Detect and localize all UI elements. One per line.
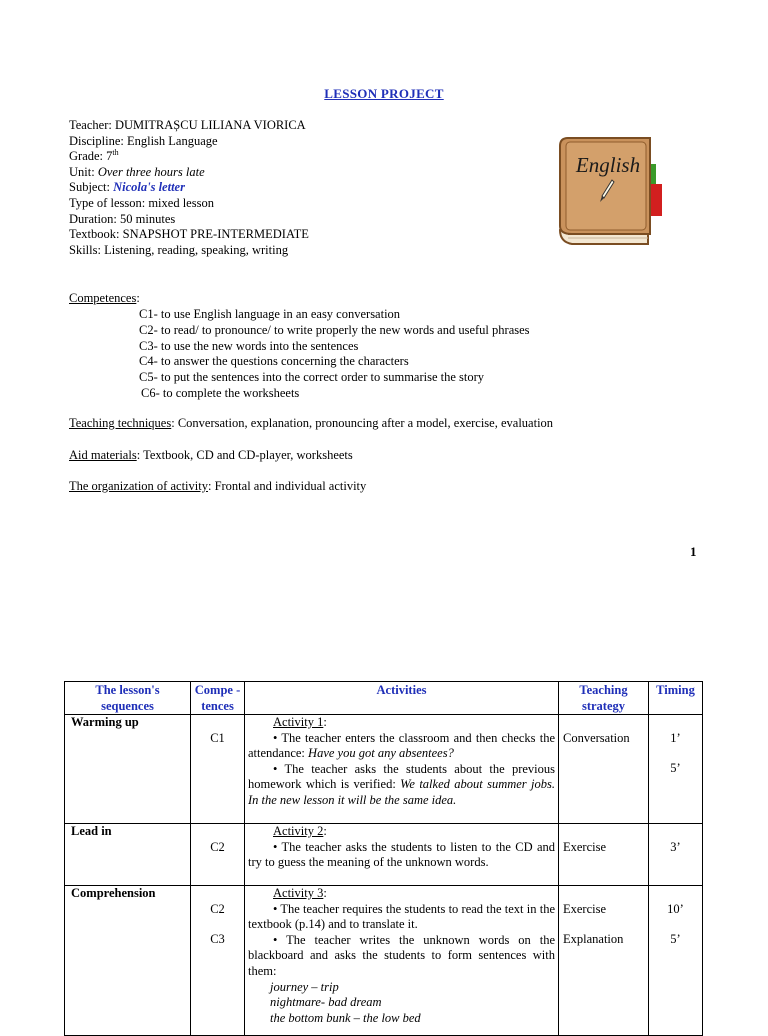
book-label: English (575, 153, 641, 177)
competence-code: C3 (210, 932, 225, 946)
aids-line (69, 448, 353, 463)
sequence-cell: Lead in (65, 824, 191, 886)
type-line: Type of lesson: mixed lesson (69, 195, 214, 210)
techniques-line (69, 416, 553, 431)
unit-value: Over three hours late (97, 164, 205, 179)
timing-cell (649, 715, 703, 824)
aids-heading: Aid materials (69, 448, 137, 462)
timing-value: 5’ (670, 932, 681, 946)
vocabulary-item: journey – trip (270, 979, 339, 994)
strategy-cell (559, 715, 649, 824)
timing-value: 3’ (670, 840, 681, 854)
timing-value: 10’ (667, 902, 684, 916)
activity-bullet: • The teacher asks the students to listen to the CD and try to guess the meaning of the unknown words. (248, 839, 555, 870)
organization-line (69, 479, 366, 494)
strategy-text: Exercise (563, 840, 607, 854)
activity-bullet: • The teacher enters the classroom and then checks the attendance: (248, 730, 555, 761)
strategy-text: Exercise (563, 902, 607, 916)
sequence-cell: Warming up (65, 715, 191, 824)
table-row (65, 715, 703, 824)
strategy-cell (559, 886, 649, 1036)
techniques-text: : Conversation, explanation, pronouncing after a model, exercise, evaluation (171, 416, 554, 430)
unit-label: Unit: (69, 164, 98, 179)
competence-item: C5- to put the sentences into the correct order to summarise the story (139, 370, 485, 385)
skills-line: Skills: Listening, reading, speaking, writing (69, 242, 289, 257)
timing-cell (649, 824, 703, 886)
grade-sup: th (112, 148, 119, 158)
competence-item: C4- to answer the questions concerning the characters (139, 354, 409, 369)
timing-value: 1’ (670, 731, 681, 745)
header-activities: Activities (245, 682, 559, 715)
timing-cell (649, 886, 703, 1036)
competences-heading-text: Competences (69, 291, 137, 305)
english-book-icon (552, 134, 674, 252)
competence-item: C1- to use English language in an easy conversation (139, 307, 401, 321)
activity-title: Activity 1 (273, 715, 324, 729)
subject-line (69, 180, 309, 196)
vocabulary-item: the bottom bunk – the low bed (270, 1010, 421, 1025)
activity-bullet: • The teacher asks the students about the previous homework which is verified: (248, 761, 555, 792)
competence-code: C2 (210, 840, 225, 854)
competence-item: C3- to use the new words into the sentences (139, 338, 359, 353)
techniques-heading: Teaching techniques (69, 416, 172, 430)
activity-cell: Activity 1: • The teacher enters the classroom and then checks the attendance: Have you got any absentees? • The teacher asks the students about the previous homework which is verified: We talked about summer jobs. In the new lesson it will be the same idea. (245, 715, 559, 824)
strategy-cell (559, 824, 649, 886)
table-row (65, 886, 703, 1036)
sequence-cell: Comprehension (65, 886, 191, 1036)
activity-cell: Activity 3: • The teacher requires the students to read the text in the textbook (p.14) and to translate it. • The teacher writes the unknown words on the blackboard and asks the students to form sentences with them: journey – trip nightmare- bad dream the bottom bunk – the low bed (245, 886, 559, 1036)
duration-line: Duration: 50 minutes (69, 211, 176, 226)
lesson-table (64, 681, 703, 1036)
header-strategy: Teaching strategy (559, 682, 649, 715)
page-number: 1 (690, 544, 697, 559)
competence-cell (191, 824, 245, 886)
activity-quote: We talked about summer jobs. In the new lesson it will be the same idea. (248, 777, 555, 807)
organization-text: : Frontal and individual activity (207, 479, 367, 493)
header-sequences: The lesson's sequences (65, 682, 191, 715)
subject-value: Nicola's letter (113, 180, 185, 195)
activity-cell: Activity 2: • The teacher asks the students to listen to the CD and try to guess the meaning of the unknown words. (245, 824, 559, 886)
vocabulary-item: nightmare- bad dream (270, 995, 382, 1010)
competence-cell (191, 715, 245, 824)
activity-bullet: • The teacher requires the students to read the text in the textbook (p.14) and to translate it. (248, 901, 555, 932)
activity-bullet: • The teacher writes the unknown words on the blackboard and asks the students to form sentences with them: (248, 932, 555, 978)
grade-label: Grade: 7 (69, 149, 113, 164)
header-competences: Compe -tences (191, 682, 245, 715)
grade-line (69, 149, 309, 165)
timing-value: 5’ (670, 761, 681, 775)
strategy-text: Conversation (563, 731, 630, 745)
table-header-row (65, 682, 703, 715)
strategy-text: Explanation (563, 932, 624, 946)
competence-code: C2 (210, 902, 225, 916)
competence-cell (191, 886, 245, 1036)
activity-title: Activity 3 (273, 886, 324, 900)
unit-line (69, 165, 309, 181)
organization-heading: The organization of activity (69, 479, 208, 493)
lesson-info (69, 118, 309, 258)
aids-text: : Textbook, CD and CD-player, worksheets (136, 448, 353, 462)
competences-heading: Competences: (69, 291, 140, 305)
activity-quote: Have you got any absentees? (308, 746, 454, 761)
competences-list (139, 307, 530, 402)
competence-code: C1 (210, 731, 225, 745)
textbook-line: Textbook: SNAPSHOT PRE-INTERMEDIATE (69, 227, 309, 242)
subject-label: Subject: (69, 180, 114, 195)
header-timing: Timing (649, 682, 703, 715)
competence-item: C6- to complete the worksheets (141, 385, 300, 400)
discipline-line: Discipline: English Language (69, 133, 218, 148)
teacher-line: Teacher: DUMITRAȘCU LILIANA VIORICA (69, 118, 306, 132)
activity-title: Activity 2 (273, 824, 324, 838)
page-title: LESSON PROJECT (324, 86, 444, 101)
competence-item: C2- to read/ to pronounce/ to write properly the new words and useful phrases (139, 322, 530, 337)
table-row (65, 824, 703, 886)
